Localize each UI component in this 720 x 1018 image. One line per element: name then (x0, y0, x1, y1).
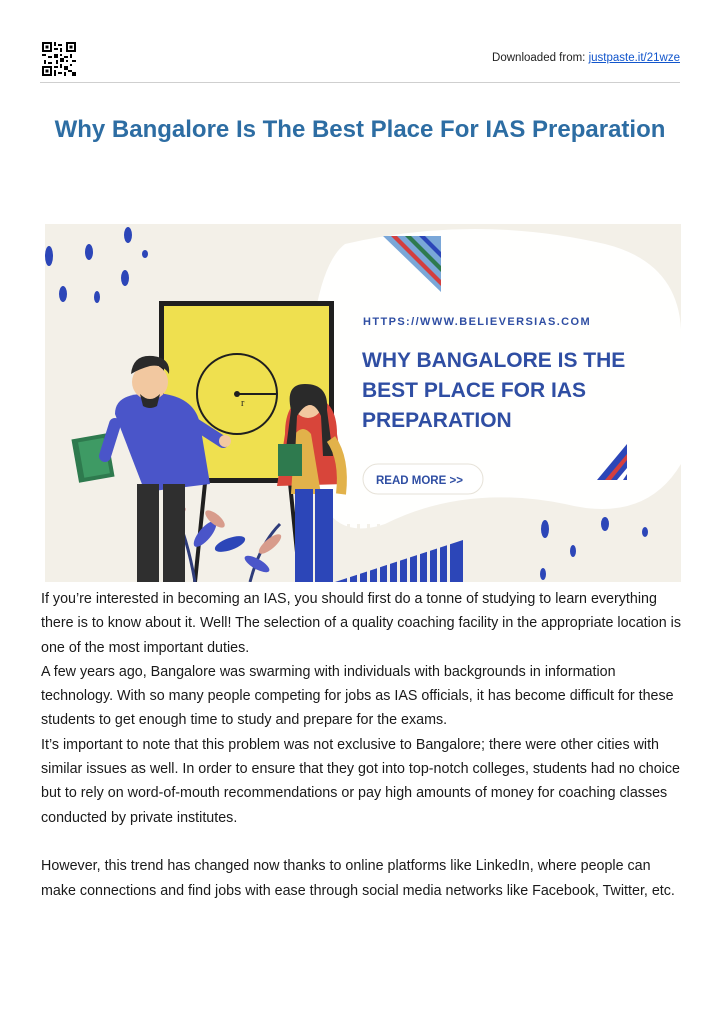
banner-url: HTTPS://WWW.BELIEVERSIAS.COM (363, 316, 592, 328)
header-divider (40, 82, 680, 83)
qr-code-icon (42, 42, 76, 76)
read-more-label: READ MORE >> (376, 475, 463, 487)
downloaded-from (492, 52, 680, 64)
read-more-button[interactable] (363, 464, 483, 494)
article-body (41, 587, 683, 903)
page-title: Why Bangalore Is The Best Place For IAS Preparation (54, 116, 666, 143)
paragraph: It’s important to note that this problem was not exclusive to Bangalore; there were other cities with similar issues as well. In order to ensure that they got into top-notch colleges, students had no choice but to rely on word-of-mouth recommendations or pay high amounts of money for coaching classes conducted by private institutes. (41, 736, 680, 826)
hero-banner-image (45, 224, 681, 582)
downloaded-label: Downloaded from: (492, 52, 586, 64)
paragraph: If you’re interested in becoming an IAS, you should first do a tonne of studying to learn everything there is to know about it. Well! The selection of a quality coaching facility in the appropriate location is one of the most important duties. (41, 591, 682, 656)
banner-headline-line-2: BEST PLACE FOR IAS (362, 379, 587, 402)
paragraph: However, this trend has changed now thanks to online platforms like LinkedIn, where people can make connections and find jobs with ease through social media networks like Facebook, Twitter, etc. (41, 858, 675, 899)
source-link[interactable]: justpaste.it/21wze (588, 52, 680, 64)
board-radius-label: r (241, 398, 245, 409)
banner-headline-line-1: WHY BANGALORE IS THE (362, 349, 626, 372)
paragraph: A few years ago, Bangalore was swarming with individuals with backgrounds in information technology. With so many people competing for jobs as IAS officials, it has become difficult for these students to get enough time to study and prepare for the exams. (41, 663, 674, 729)
banner-headline-line-3: PREPARATION (362, 409, 512, 432)
